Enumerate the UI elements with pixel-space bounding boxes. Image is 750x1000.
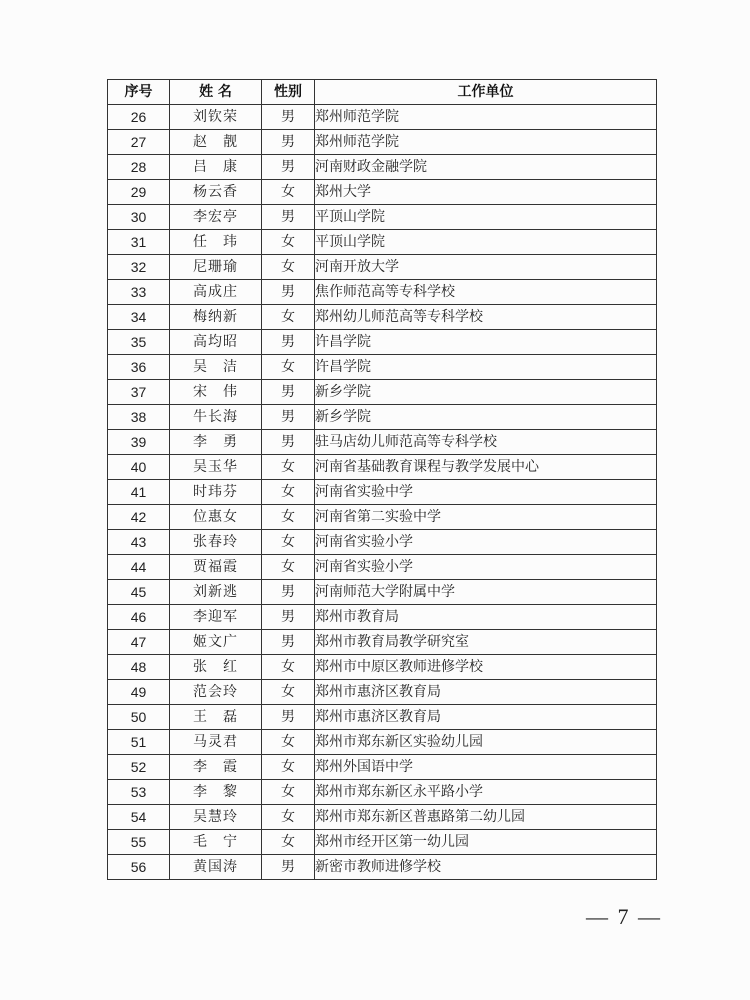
row-gender: 女 xyxy=(262,230,315,255)
row-number: 37 xyxy=(108,380,170,405)
header-name: 姓 名 xyxy=(170,80,262,105)
row-name: 姬文广 xyxy=(170,630,262,655)
table-row xyxy=(108,830,657,855)
row-gender: 女 xyxy=(262,730,315,755)
table-row xyxy=(108,105,657,130)
row-work-unit: 郑州师范学院 xyxy=(315,105,657,130)
row-gender: 男 xyxy=(262,430,315,455)
table-row xyxy=(108,555,657,580)
table-row xyxy=(108,705,657,730)
table-row xyxy=(108,730,657,755)
row-number: 48 xyxy=(108,655,170,680)
row-work-unit: 焦作师范高等专科学校 xyxy=(315,280,657,305)
row-number: 51 xyxy=(108,730,170,755)
table-row xyxy=(108,430,657,455)
row-number: 39 xyxy=(108,430,170,455)
row-name: 宋 伟 xyxy=(170,380,262,405)
row-name: 贾福霞 xyxy=(170,555,262,580)
row-work-unit: 郑州师范学院 xyxy=(315,130,657,155)
table-row xyxy=(108,355,657,380)
row-name: 王 磊 xyxy=(170,705,262,730)
row-gender: 女 xyxy=(262,305,315,330)
row-gender: 男 xyxy=(262,705,315,730)
row-name: 尼珊瑜 xyxy=(170,255,262,280)
table-row xyxy=(108,605,657,630)
row-work-unit: 郑州市惠济区教育局 xyxy=(315,680,657,705)
row-work-unit: 郑州市郑东新区永平路小学 xyxy=(315,780,657,805)
row-gender: 女 xyxy=(262,830,315,855)
row-name: 张春玲 xyxy=(170,530,262,555)
row-name: 赵 靓 xyxy=(170,130,262,155)
row-number: 44 xyxy=(108,555,170,580)
table-row xyxy=(108,305,657,330)
row-work-unit: 驻马店幼儿师范高等专科学校 xyxy=(315,430,657,455)
row-number: 36 xyxy=(108,355,170,380)
row-number: 47 xyxy=(108,630,170,655)
row-gender: 女 xyxy=(262,455,315,480)
row-number: 42 xyxy=(108,505,170,530)
row-gender: 女 xyxy=(262,805,315,830)
row-number: 30 xyxy=(108,205,170,230)
page-number: — 7 — xyxy=(586,904,662,929)
row-work-unit: 许昌学院 xyxy=(315,330,657,355)
table-row xyxy=(108,480,657,505)
row-number: 41 xyxy=(108,480,170,505)
row-work-unit: 郑州市郑东新区实验幼儿园 xyxy=(315,730,657,755)
row-gender: 男 xyxy=(262,105,315,130)
row-work-unit: 郑州外国语中学 xyxy=(315,755,657,780)
row-number: 43 xyxy=(108,530,170,555)
row-name: 李宏亭 xyxy=(170,205,262,230)
row-work-unit: 河南省实验小学 xyxy=(315,555,657,580)
table-row xyxy=(108,230,657,255)
table-row xyxy=(108,630,657,655)
row-number: 46 xyxy=(108,605,170,630)
row-name: 吴玉华 xyxy=(170,455,262,480)
row-name: 范会玲 xyxy=(170,680,262,705)
row-gender: 女 xyxy=(262,680,315,705)
row-number: 38 xyxy=(108,405,170,430)
table-row xyxy=(108,580,657,605)
row-name: 吴慧玲 xyxy=(170,805,262,830)
row-work-unit: 郑州市教育局教学研究室 xyxy=(315,630,657,655)
row-number: 28 xyxy=(108,155,170,180)
row-name: 吴 洁 xyxy=(170,355,262,380)
row-gender: 女 xyxy=(262,480,315,505)
row-work-unit: 许昌学院 xyxy=(315,355,657,380)
row-work-unit: 郑州市中原区教师进修学校 xyxy=(315,655,657,680)
table-body xyxy=(108,105,657,880)
row-name: 李 勇 xyxy=(170,430,262,455)
table-row xyxy=(108,255,657,280)
table-row xyxy=(108,180,657,205)
row-number: 26 xyxy=(108,105,170,130)
table-row xyxy=(108,505,657,530)
row-name: 时玮芬 xyxy=(170,480,262,505)
row-gender: 男 xyxy=(262,630,315,655)
row-number: 52 xyxy=(108,755,170,780)
row-name: 刘新逃 xyxy=(170,580,262,605)
header-gender: 性别 xyxy=(262,80,315,105)
row-name: 高成庄 xyxy=(170,280,262,305)
row-number: 50 xyxy=(108,705,170,730)
row-number: 33 xyxy=(108,280,170,305)
row-gender: 女 xyxy=(262,780,315,805)
row-name: 刘钦荣 xyxy=(170,105,262,130)
row-gender: 男 xyxy=(262,280,315,305)
row-gender: 男 xyxy=(262,855,315,880)
row-name: 李 黎 xyxy=(170,780,262,805)
table-row xyxy=(108,780,657,805)
row-gender: 女 xyxy=(262,755,315,780)
row-name: 毛 宁 xyxy=(170,830,262,855)
table-row xyxy=(108,530,657,555)
row-gender: 女 xyxy=(262,180,315,205)
row-work-unit: 新乡学院 xyxy=(315,405,657,430)
row-gender: 男 xyxy=(262,205,315,230)
row-number: 29 xyxy=(108,180,170,205)
table-row xyxy=(108,455,657,480)
table-header-row xyxy=(108,80,657,105)
table-row xyxy=(108,205,657,230)
personnel-table xyxy=(107,79,657,880)
row-work-unit: 平顶山学院 xyxy=(315,230,657,255)
row-name: 杨云香 xyxy=(170,180,262,205)
row-gender: 女 xyxy=(262,505,315,530)
row-work-unit: 河南省第二实验中学 xyxy=(315,505,657,530)
row-gender: 男 xyxy=(262,130,315,155)
table-row xyxy=(108,380,657,405)
row-work-unit: 河南开放大学 xyxy=(315,255,657,280)
header-number: 序号 xyxy=(108,80,170,105)
row-number: 56 xyxy=(108,855,170,880)
table-row xyxy=(108,805,657,830)
row-gender: 男 xyxy=(262,405,315,430)
row-number: 55 xyxy=(108,830,170,855)
row-number: 45 xyxy=(108,580,170,605)
table-row xyxy=(108,855,657,880)
row-gender: 女 xyxy=(262,355,315,380)
row-name: 马灵君 xyxy=(170,730,262,755)
row-gender: 男 xyxy=(262,380,315,405)
table-row xyxy=(108,130,657,155)
row-gender: 女 xyxy=(262,530,315,555)
table-row xyxy=(108,330,657,355)
row-work-unit: 新乡学院 xyxy=(315,380,657,405)
row-name: 张 红 xyxy=(170,655,262,680)
table-row xyxy=(108,405,657,430)
row-number: 53 xyxy=(108,780,170,805)
row-name: 高均昭 xyxy=(170,330,262,355)
row-work-unit: 郑州市郑东新区普惠路第二幼儿园 xyxy=(315,805,657,830)
row-work-unit: 河南财政金融学院 xyxy=(315,155,657,180)
row-number: 54 xyxy=(108,805,170,830)
row-name: 位惠女 xyxy=(170,505,262,530)
row-work-unit: 河南师范大学附属中学 xyxy=(315,580,657,605)
table-row xyxy=(108,755,657,780)
row-name: 牛长海 xyxy=(170,405,262,430)
row-gender: 男 xyxy=(262,580,315,605)
row-work-unit: 河南省实验中学 xyxy=(315,480,657,505)
table-row xyxy=(108,280,657,305)
row-number: 32 xyxy=(108,255,170,280)
row-gender: 男 xyxy=(262,605,315,630)
row-number: 27 xyxy=(108,130,170,155)
row-number: 31 xyxy=(108,230,170,255)
row-work-unit: 郑州市经开区第一幼儿园 xyxy=(315,830,657,855)
row-name: 任 玮 xyxy=(170,230,262,255)
table-row xyxy=(108,655,657,680)
table-row xyxy=(108,155,657,180)
row-number: 49 xyxy=(108,680,170,705)
row-work-unit: 郑州幼儿师范高等专科学校 xyxy=(315,305,657,330)
row-gender: 男 xyxy=(262,330,315,355)
row-work-unit: 郑州市教育局 xyxy=(315,605,657,630)
row-name: 梅纳新 xyxy=(170,305,262,330)
row-work-unit: 河南省实验小学 xyxy=(315,530,657,555)
row-name: 李 霞 xyxy=(170,755,262,780)
row-number: 34 xyxy=(108,305,170,330)
row-work-unit: 平顶山学院 xyxy=(315,205,657,230)
row-work-unit: 新密市教师进修学校 xyxy=(315,855,657,880)
row-name: 吕 康 xyxy=(170,155,262,180)
row-gender: 女 xyxy=(262,655,315,680)
row-work-unit: 河南省基础教育课程与教学发展中心 xyxy=(315,455,657,480)
row-work-unit: 郑州市惠济区教育局 xyxy=(315,705,657,730)
row-work-unit: 郑州大学 xyxy=(315,180,657,205)
table-row xyxy=(108,680,657,705)
row-number: 35 xyxy=(108,330,170,355)
row-gender: 男 xyxy=(262,155,315,180)
row-gender: 女 xyxy=(262,555,315,580)
header-work-unit: 工作单位 xyxy=(315,80,657,105)
row-gender: 女 xyxy=(262,255,315,280)
row-name: 李迎军 xyxy=(170,605,262,630)
row-number: 40 xyxy=(108,455,170,480)
row-name: 黄国涛 xyxy=(170,855,262,880)
